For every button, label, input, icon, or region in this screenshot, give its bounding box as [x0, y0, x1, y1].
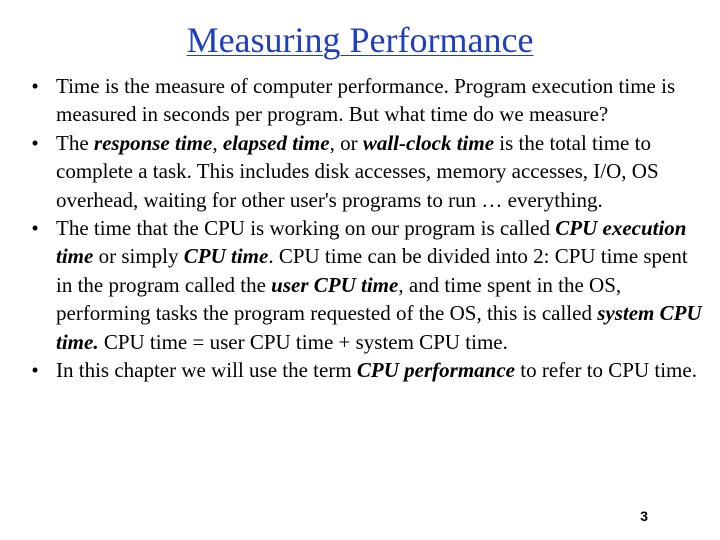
- bullet-item: [24, 356, 704, 384]
- emphasized-term: CPU performance: [356, 358, 515, 383]
- bullet-list: [24, 72, 704, 384]
- emphasized-term: CPU execution time: [56, 216, 687, 269]
- emphasized-term: elapsed time: [222, 130, 330, 155]
- bullet-text-segment: CPU time = user CPU time + system CPU time.: [98, 329, 508, 354]
- bullet-text-segment: In this chapter we will use the term: [56, 358, 357, 383]
- bullet-item: [24, 129, 704, 214]
- bullet-dot-icon: •: [31, 74, 39, 98]
- bullet-text-segment: , or: [329, 130, 363, 155]
- bullet-item: [24, 214, 704, 356]
- bullet-text-segment: Time is the measure of computer performance. Program execution time is measured in seconds per program. But what time do we measure?: [56, 74, 676, 127]
- bullet-dot-icon: •: [31, 358, 39, 383]
- emphasized-term: user CPU time: [271, 272, 399, 297]
- slide-title: Measuring Performance: [186, 20, 534, 60]
- bullet-text: [56, 216, 702, 354]
- bullet-text: [56, 74, 675, 126]
- bullet-text-segment: to refer to CPU time.: [515, 358, 697, 383]
- bullet-text-segment: is the total time to complete a task. This includes disk accesses, memory accesses, I/O, OS overhead, waiting for other user's programs to run … everything.: [56, 130, 659, 212]
- emphasized-term: wall-clock time: [362, 130, 495, 155]
- bullet-text: [56, 358, 697, 382]
- bullet-text-segment: or simply: [93, 244, 184, 269]
- bullet-dot-icon: •: [31, 216, 39, 241]
- bullet-text-segment: , and time spent in the OS, performing tasks the program requested of the OS, this is called: [56, 272, 622, 326]
- page-number: 3: [640, 508, 648, 524]
- emphasized-term: system CPU time.: [56, 301, 702, 354]
- bullet-text-segment: The: [56, 130, 94, 155]
- emphasized-term: response time: [93, 130, 213, 155]
- bullet-text: [56, 131, 659, 212]
- bullet-text-segment: ,: [212, 130, 223, 155]
- bullet-dot-icon: •: [31, 130, 39, 155]
- bullet-item: [24, 72, 704, 129]
- emphasized-term: CPU time: [183, 244, 269, 269]
- bullet-text-segment: The time that the CPU is working on our program is called: [56, 216, 556, 241]
- bullet-text-segment: . CPU time can be divided into 2: CPU time spent in the program called the: [56, 244, 688, 297]
